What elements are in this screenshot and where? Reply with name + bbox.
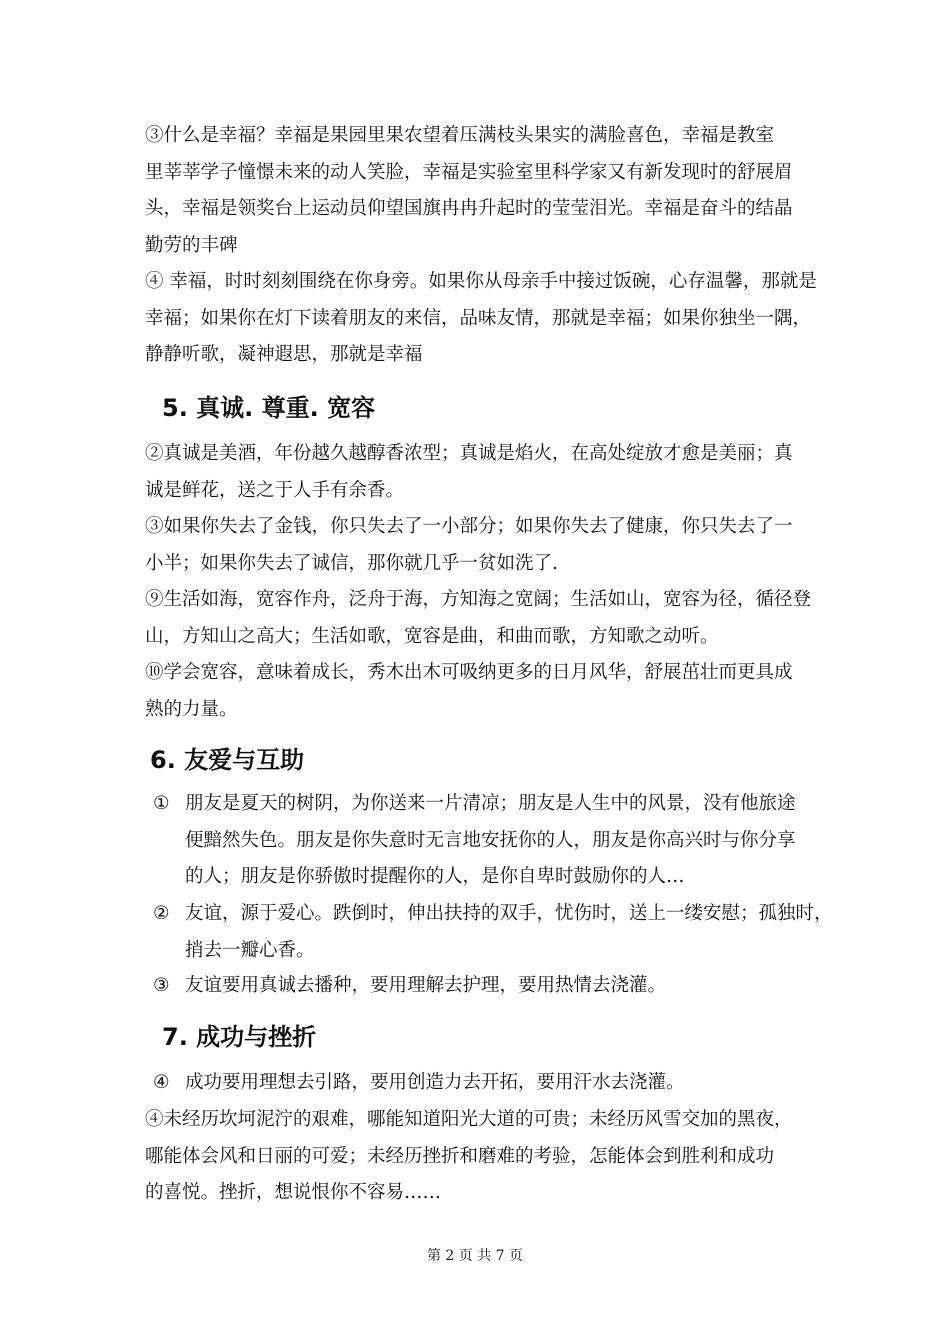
text-line: 头，幸福是领奖台上运动员仰望国旗冉冉升起时的莹莹泪光。幸福是奋斗的结晶 [145, 198, 793, 219]
paragraph-sincerity-3 [145, 509, 815, 582]
paragraph-setback-4 [145, 1102, 815, 1212]
text-line: ③什么是幸福？幸福是果园里果农望着压满枝头果实的满脸喜色，幸福是教室 [145, 125, 775, 146]
text-line: ②真诚是美酒，年份越久越醇香浓型；真诚是焰火，在高处绽放才愈是美丽；真 [145, 443, 793, 464]
text-line: 友谊要用真诚去播种，要用理解去护理，要用热情去浇灌。 [185, 975, 667, 996]
section-heading-5: 5. 真诚. 尊重. 宽容 [162, 394, 376, 422]
list-number: ② [153, 903, 170, 924]
text-line: 朋友是夏天的树阴，为你送来一片清凉；朋友是人生中的风景，没有他旅途 [185, 793, 796, 814]
paragraph-happiness-3 [145, 118, 815, 264]
text-line: 的人；朋友是你骄傲时提醒你的人，是你自卑时鼓励你的人… [185, 866, 685, 887]
text-line: ③如果你失去了金钱，你只失去了一小部分；如果你失去了健康，你只失去了一 [145, 516, 793, 537]
text-line: ⑨生活如海，宽容作舟，泛舟于海，方知海之宽阔；生活如山，宽容为径，循径登 [145, 589, 812, 610]
text-line: 友谊，源于爱心。跌倒时，伸出扶持的双手，忧伤时，送上一缕安慰；孤独时， [185, 903, 833, 924]
text-line: 便黯然失色。朋友是你失意时无言地安抚你的人，朋友是你高兴时与你分享 [185, 829, 796, 851]
text-line: ⑩学会宽容，意味着成长，秀木出木可吸纳更多的日月风华，舒展茁壮而更具成 [145, 662, 793, 683]
list-number: ① [153, 793, 170, 814]
text-line: 幸福；如果你在灯下读着朋友的来信，品味友情，那就是幸福；如果你独坐一隅， [145, 307, 812, 329]
page-footer: 第 2 页 共 7 页 [426, 1248, 524, 1264]
text-line: 熟的力量。 [145, 698, 238, 720]
text-line: 哪能体会风和日丽的可爱；未经历挫折和磨难的考验，怎能体会到胜利和成功 [145, 1145, 775, 1167]
text-line: ④ 幸福，时时刻刻围绕在你身旁。如果你从母亲手中接过饭碗，心存温馨，那就是 [145, 271, 817, 292]
paragraph-tolerance-9 [145, 582, 815, 655]
text-line: 里莘莘学子憧憬未来的动人笑脸，幸福是实验室里科学家又有新发现时的舒展眉 [145, 161, 793, 183]
paragraph-happiness-4 [145, 264, 815, 374]
list-number: ④ [153, 1072, 170, 1093]
text-line: 静静听歌，凝神遐思，那就是幸福 [145, 344, 423, 365]
text-line: 勤劳的丰碑 [145, 234, 238, 256]
list-number: ③ [153, 975, 170, 996]
text-line: 的喜悦。挫折，想说恨你不容易…… [145, 1182, 442, 1203]
section-heading-6: 6. 友爱与互助 [150, 746, 305, 774]
paragraph-sincerity-2 [145, 436, 815, 509]
text-line: 小半；如果你失去了诚信，那你就几乎一贫如洗了. [145, 552, 558, 574]
text-line: 山，方知山之高大；生活如歌，宽容是曲，和曲而歌，方知歌之动听。 [145, 625, 719, 647]
text-line: ④未经历坎坷泥泞的艰难，哪能知道阳光大道的可贵；未经历风雪交加的黑夜， [145, 1109, 793, 1130]
text-line: 诚是鲜花，送之于人手有余香。 [145, 479, 405, 501]
text-line: 捎去一瓣心香。 [185, 939, 315, 961]
text-line: 成功要用理想去引路，要用创造力去开拓，要用汗水去浇灌。 [185, 1072, 685, 1093]
section-heading-7: 7. 成功与挫折 [162, 1023, 317, 1051]
paragraph-tolerance-10 [145, 655, 815, 728]
